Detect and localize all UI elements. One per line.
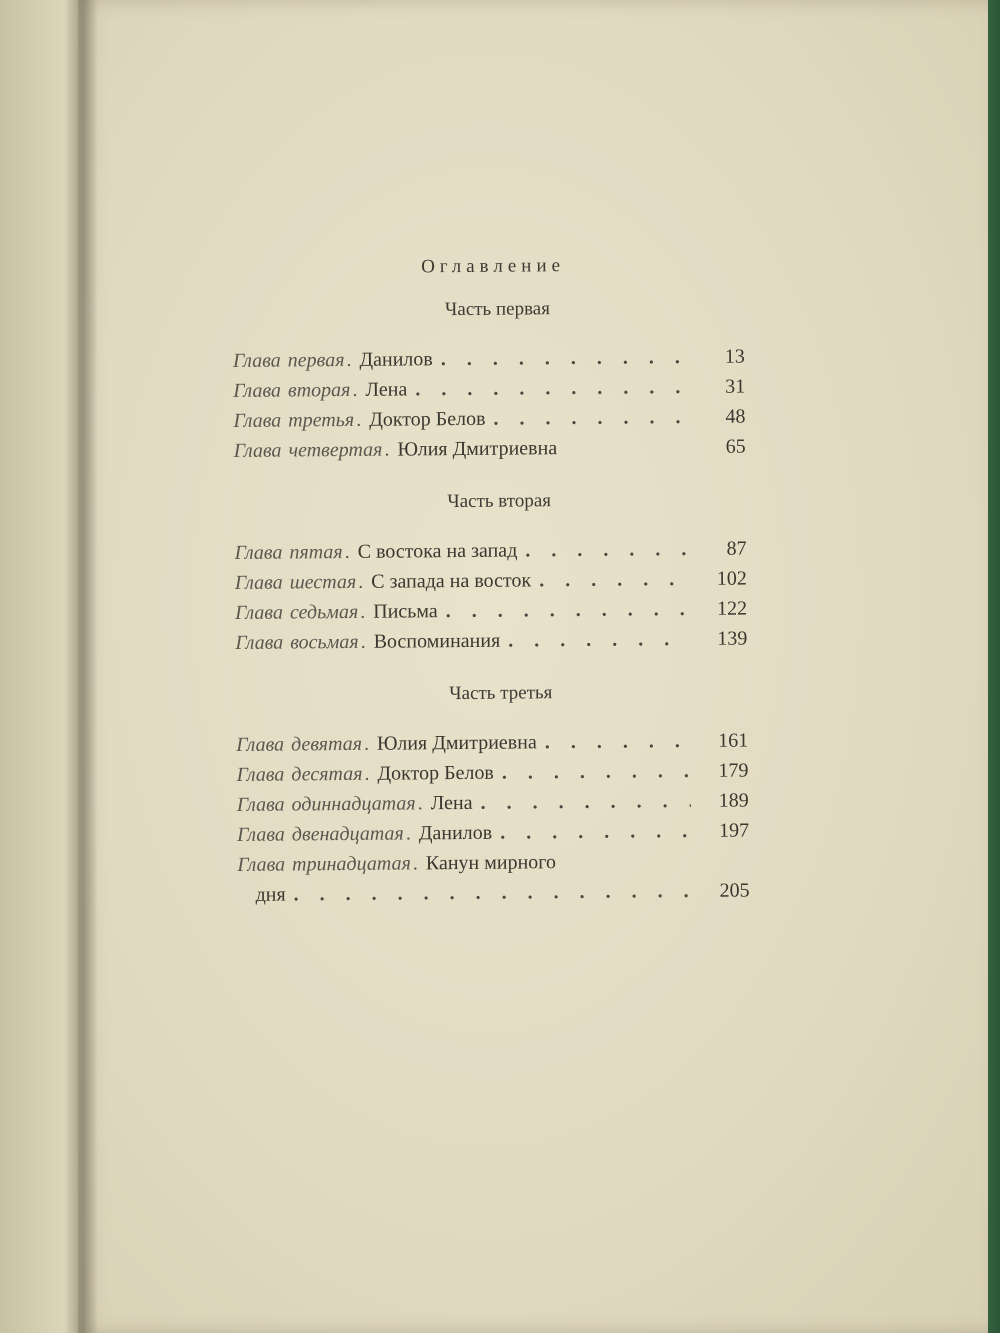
chapter-word: Глава [236, 823, 285, 846]
toc-entry: Глава пятая . С востока на запад . . . 87 [234, 534, 746, 568]
chapter-word: Глава [234, 571, 283, 594]
chapter-number: девятая [290, 732, 363, 756]
chapter-number: шестая [289, 570, 357, 594]
table-of-contents [232, 254, 750, 910]
spine-shadow [64, 0, 98, 1333]
chapter-word: Глава [236, 793, 285, 816]
toc-entry: Глава четвертая . Юлия Дмитриевна 65 [234, 432, 746, 466]
chapter-title: Воспоминания [373, 629, 501, 653]
page-number: 189 [718, 789, 749, 812]
page-number: 205 [719, 879, 750, 902]
toc-entry: Глава первая . Данилов . . . 13 [233, 342, 745, 376]
page-number: 139 [717, 627, 748, 650]
page-number: 65 [725, 435, 746, 458]
chapter-title: Письма [373, 600, 438, 623]
page-number: 122 [716, 597, 748, 620]
toc-entry: Глава десятая . Доктор Белов . . . 179 [236, 756, 748, 790]
toc-entry: Глава восьмая . Воспоминания . . . 139 [235, 624, 747, 658]
chapter-word: Глава [236, 763, 285, 786]
chapter-title: Лена [430, 791, 473, 815]
chapter-word: Глава [235, 631, 284, 654]
chapter-title: Доктор Белов [369, 407, 486, 431]
chapter-title-continuation: дня [255, 883, 286, 906]
page-number: 179 [718, 759, 749, 782]
page-number: 161 [718, 729, 749, 752]
chapter-number: двенадцатая [291, 822, 404, 846]
page-number: 102 [716, 567, 747, 590]
toc-entry: Глава тринадцатая . Канун мирного [237, 846, 749, 880]
toc-entry: Глава двенадцатая . Данилов . . . 197 [237, 816, 749, 850]
dot-leader [493, 402, 687, 434]
toc-title: Оглавление [421, 255, 566, 278]
chapter-title: Канун мирного [425, 851, 557, 875]
page-number: 48 [725, 405, 746, 428]
toc-entry: Глава третья . Доктор Белов . . . 48 [233, 402, 745, 436]
toc-entry-continuation [237, 876, 749, 910]
chapter-number: десятая [291, 762, 363, 786]
chapter-number: седьмая [289, 600, 359, 624]
dot-leader [539, 564, 689, 595]
chapter-number: одиннадцатая [291, 792, 416, 816]
dot-leader [565, 453, 688, 454]
part-title: Часть вторая [447, 490, 552, 513]
chapter-word: Глава [236, 733, 285, 756]
chapter-number: четвертая [288, 438, 383, 462]
dot-leader [480, 786, 690, 818]
chapter-number: тринадцатая [292, 852, 411, 876]
chapter-word: Глава [234, 541, 283, 564]
dot-leader [446, 594, 690, 626]
chapter-number: третья [288, 408, 355, 432]
chapter-number: восьмая [290, 630, 359, 654]
toc-entry: Глава девятая . Юлия Дмитриевна . . . 161 [236, 726, 748, 760]
dot-leader [502, 756, 691, 788]
dot-leader [415, 372, 687, 404]
dot-leader [441, 342, 687, 374]
page-number: 31 [725, 375, 746, 398]
chapter-title: С востока на запад [357, 539, 518, 563]
part-title: Часть третья [449, 682, 553, 705]
dot-leader [500, 816, 691, 848]
dot-leader [564, 867, 691, 868]
chapter-word: Глава [233, 379, 282, 402]
dot-leader [545, 726, 691, 757]
dot-leader [294, 876, 692, 909]
chapter-word: Глава [235, 601, 284, 624]
chapter-number: первая [287, 349, 345, 372]
part-title: Часть первая [444, 298, 551, 321]
dot-leader [525, 534, 689, 565]
toc-entry: Глава шестая . С запада на восток . . . 102 [235, 564, 747, 598]
page-number: 13 [724, 345, 745, 368]
dot-leader [508, 624, 689, 656]
chapter-title: Лена [365, 378, 408, 401]
toc-entry: Глава седьмая . Письма . . . 122 [235, 594, 747, 628]
chapter-word: Глава [237, 853, 286, 876]
page-number: 87 [726, 537, 747, 560]
chapter-word: Глава [232, 349, 281, 372]
chapter-word: Глава [233, 409, 282, 432]
chapter-word: Глава [233, 439, 282, 462]
page-number: 197 [718, 819, 750, 842]
chapter-number: вторая [287, 378, 351, 402]
chapter-title: Доктор Белов [377, 761, 494, 785]
chapter-title: С запада на восток [371, 569, 532, 593]
chapter-title: Юлия Дмитриевна [397, 437, 558, 461]
chapter-title: Данилов [418, 821, 493, 845]
chapter-number: пятая [289, 541, 343, 564]
toc-entry: Глава одиннадцатая . Лена . . . 189 [237, 786, 749, 820]
chapter-title: Данилов [359, 348, 433, 371]
chapter-title: Юлия Дмитриевна [376, 731, 537, 755]
toc-entry: Глава вторая . Лена . . . 31 [233, 372, 745, 406]
